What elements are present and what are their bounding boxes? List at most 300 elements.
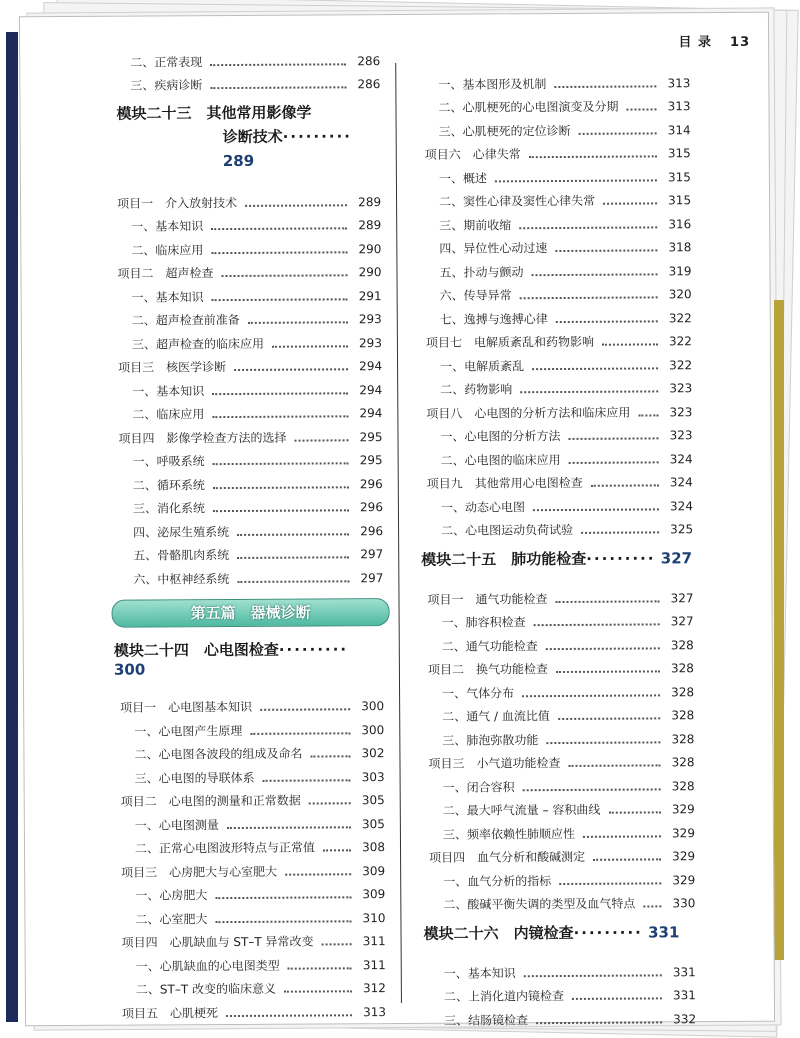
toc-entry-label: 二、ST–T 改变的临床意义 bbox=[135, 981, 277, 997]
toc-entry-label: 项目三 小气道功能检查 bbox=[428, 756, 561, 771]
toc-entry-label: 项目一 心电图基本知识 bbox=[120, 699, 253, 715]
toc-entry-label: 三、结肠镜检查 bbox=[444, 1012, 529, 1028]
toc-entry-label: 二、正常心电图波形特点与正常值 bbox=[134, 840, 316, 856]
toc-leader-dots bbox=[555, 249, 657, 252]
toc-entry-label: 二、窦性心律及窦性心律失常 bbox=[439, 193, 596, 209]
toc-page-number: 289 bbox=[358, 218, 382, 233]
toc-entry-label: 二、酸碱平衡失调的类型及血气特点 bbox=[443, 896, 636, 912]
toc-page-number: 329 bbox=[672, 872, 696, 887]
toc-leader-dots bbox=[529, 155, 657, 158]
toc-project-entry[interactable] bbox=[85, 855, 385, 880]
toc-leader-dots bbox=[520, 390, 658, 393]
toc-section-entry[interactable] bbox=[388, 67, 690, 92]
toc-leader-dots bbox=[323, 849, 351, 851]
toc-section-entry[interactable] bbox=[82, 374, 382, 399]
toc-leader-dots bbox=[226, 1014, 352, 1017]
running-header bbox=[678, 31, 750, 50]
toc-entry-label: 一、心房肥大 bbox=[135, 888, 208, 903]
toc-section-entry[interactable] bbox=[85, 902, 385, 927]
toc-page-number: 297 bbox=[360, 570, 384, 585]
toc-leader-dots bbox=[533, 508, 659, 511]
toc-leader-dots bbox=[237, 580, 349, 583]
toc-page-number: 323 bbox=[669, 428, 693, 443]
toc-page-number: 327 bbox=[670, 590, 694, 605]
toc-entry-label: 二、临床应用 bbox=[131, 242, 204, 258]
toc-section-entry[interactable] bbox=[389, 161, 691, 186]
toc-leader-dots bbox=[234, 368, 348, 371]
toc-entry-label: 一、心电图的分析方法 bbox=[440, 428, 561, 444]
toc-leader-dots bbox=[211, 227, 347, 230]
toc-entry-label: 一、基本知识 bbox=[131, 289, 204, 305]
toc-entry-label: 一、基本知识 bbox=[131, 219, 204, 234]
toc-leader-dots bbox=[559, 882, 661, 885]
toc-leader-dots bbox=[309, 802, 351, 804]
toc-project-entry[interactable] bbox=[86, 996, 386, 1021]
module-title: 模块二十四 心电图检查 bbox=[113, 640, 279, 660]
toc-entry-label: 一、心电图产生原理 bbox=[134, 723, 243, 739]
toc-page-number: 308 bbox=[362, 840, 386, 855]
toc-page-number: 293 bbox=[358, 335, 382, 350]
toc-page-number: 294 bbox=[359, 359, 383, 374]
toc-page-number: 329 bbox=[671, 802, 695, 817]
toc-section-entry[interactable] bbox=[393, 864, 695, 889]
toc-page-number: 331 bbox=[672, 964, 696, 979]
toc-entry-label: 二、心电图运动负荷试验 bbox=[441, 522, 574, 538]
toc-entry-label: 项目五 心肌梗死 bbox=[121, 1005, 219, 1021]
toc-page-number: 313 bbox=[667, 99, 691, 114]
toc-page-number: 313 bbox=[667, 75, 691, 90]
toc-section-entry[interactable] bbox=[83, 515, 383, 540]
module-leader-dots: ········· bbox=[282, 127, 353, 146]
toc-page-number: 300 bbox=[361, 722, 385, 737]
module-title-cont: 诊断技术 bbox=[222, 127, 283, 147]
toc-section-entry[interactable] bbox=[82, 398, 382, 423]
toc-page-number: 322 bbox=[669, 357, 693, 372]
toc-section-entry[interactable] bbox=[392, 700, 694, 725]
toc-page-number: 329 bbox=[671, 825, 695, 840]
toc-leader-dots bbox=[215, 920, 351, 923]
toc-page-number: 328 bbox=[671, 778, 695, 793]
toc-section-entry[interactable] bbox=[392, 606, 694, 631]
toc-leader-dots bbox=[532, 273, 658, 276]
toc-section-entry[interactable] bbox=[391, 490, 693, 515]
toc-entry-label: 二、通气 / 血流比值 bbox=[442, 709, 550, 724]
toc-entry-label: 项目六 心律失常 bbox=[424, 147, 521, 162]
toc-section-entry[interactable] bbox=[390, 349, 692, 374]
toc-page-number: 295 bbox=[359, 429, 383, 444]
toc-entry-label: 项目七 电解质紊乱和药物影响 bbox=[425, 334, 594, 350]
toc-section-entry[interactable] bbox=[86, 949, 386, 974]
toc-page-number: 297 bbox=[360, 547, 384, 562]
toc-page-number: 328 bbox=[671, 731, 695, 746]
toc-module-heading[interactable] bbox=[84, 638, 384, 679]
toc-leader-dots bbox=[210, 63, 346, 66]
toc-entry-label: 二、上消化道内镜检查 bbox=[443, 988, 564, 1004]
module-page-number: 327 bbox=[655, 549, 693, 568]
toc-page-number: 329 bbox=[672, 849, 696, 864]
toc-section-entry[interactable] bbox=[82, 280, 382, 305]
toc-leader-dots bbox=[322, 943, 352, 945]
toc-leader-dots bbox=[245, 204, 347, 207]
toc-leader-dots bbox=[495, 179, 657, 182]
toc-leader-dots bbox=[520, 296, 658, 299]
book-edge-right bbox=[774, 300, 784, 960]
toc-page-number: 311 bbox=[362, 934, 386, 949]
toc-leader-dots bbox=[222, 274, 348, 277]
toc-page-number: 290 bbox=[358, 265, 382, 280]
toc-project-entry[interactable] bbox=[391, 467, 693, 492]
toc-entry-label: 二、心肌梗死的心电图演变及分期 bbox=[438, 99, 619, 115]
header-page-number: 13 bbox=[729, 34, 751, 50]
toc-leader-dots bbox=[263, 779, 351, 782]
toc-entry-label: 项目二 换气功能检查 bbox=[427, 662, 548, 677]
toc-section-entry[interactable] bbox=[394, 956, 696, 981]
toc-leader-dots bbox=[546, 741, 660, 744]
toc-page-number: 323 bbox=[669, 381, 693, 396]
toc-leader-dots bbox=[556, 320, 658, 323]
toc-leader-dots bbox=[572, 997, 662, 1000]
toc-page-number: 290 bbox=[358, 241, 382, 256]
toc-entry-label: 一、基本知识 bbox=[132, 383, 205, 399]
toc-project-entry[interactable] bbox=[390, 326, 692, 351]
toc-page-number: 323 bbox=[669, 404, 693, 419]
toc-page-number: 309 bbox=[362, 863, 386, 878]
toc-section-entry[interactable] bbox=[389, 255, 691, 280]
toc-entry-label: 项目三 心房肥大与心室肥大 bbox=[121, 864, 278, 880]
toc-section-entry[interactable] bbox=[389, 185, 691, 210]
toc-project-entry[interactable] bbox=[392, 747, 694, 772]
toc-entry-label: 三、频率依赖性肺顺应性 bbox=[442, 826, 575, 842]
toc-section-entry[interactable] bbox=[393, 888, 695, 913]
toc-project-entry[interactable] bbox=[81, 186, 381, 211]
toc-leader-dots bbox=[627, 108, 657, 110]
toc-entry-label: 一、呼吸系统 bbox=[132, 454, 205, 469]
toc-leader-dots bbox=[532, 367, 658, 370]
toc-entry-label: 项目四 影像学检查方法的选择 bbox=[118, 430, 287, 446]
toc-project-entry[interactable] bbox=[85, 785, 385, 810]
toc-leader-dots bbox=[536, 1021, 662, 1024]
toc-leader-dots bbox=[608, 811, 660, 813]
toc-project-entry[interactable] bbox=[82, 421, 382, 446]
toc-section-entry[interactable] bbox=[82, 304, 382, 329]
toc-page-number: 294 bbox=[359, 406, 383, 421]
toc-leader-dots bbox=[554, 85, 656, 88]
toc-section-entry[interactable] bbox=[83, 492, 383, 517]
toc-page-number: 305 bbox=[361, 816, 385, 831]
toc-page-number: 313 bbox=[363, 1004, 387, 1019]
toc-page-number: 295 bbox=[359, 453, 383, 468]
toc-page-number: 315 bbox=[667, 146, 691, 161]
toc-entry-label: 项目二 超声检查 bbox=[117, 266, 214, 281]
toc-page-number: 291 bbox=[358, 288, 382, 303]
toc-page-number: 296 bbox=[359, 476, 383, 491]
toc-leader-dots bbox=[285, 873, 351, 875]
toc-leader-dots bbox=[643, 905, 661, 907]
toc-right-column bbox=[388, 67, 696, 1028]
toc-project-entry[interactable] bbox=[392, 653, 694, 678]
toc-entry-label: 二、心室肥大 bbox=[135, 911, 208, 927]
toc-page-number: 330 bbox=[672, 896, 696, 911]
toc-leader-dots bbox=[569, 437, 659, 440]
toc-page-number: 324 bbox=[669, 498, 693, 513]
toc-page-number: 331 bbox=[672, 988, 696, 1003]
toc-section-entry[interactable] bbox=[85, 879, 385, 904]
toc-project-entry[interactable] bbox=[81, 257, 381, 282]
toc-leader-dots bbox=[569, 461, 659, 464]
toc-project-entry[interactable] bbox=[85, 926, 385, 951]
toc-entry-label: 一、概述 bbox=[438, 170, 487, 186]
toc-entry-label: 项目九 其他常用心电图检查 bbox=[426, 475, 583, 491]
toc-leader-dots bbox=[227, 826, 351, 829]
toc-leader-dots bbox=[237, 556, 349, 559]
toc-page-number: 328 bbox=[671, 755, 695, 770]
toc-section-entry[interactable] bbox=[84, 714, 384, 739]
module-leader-dots: ········· bbox=[573, 923, 643, 942]
toc-left-column bbox=[80, 45, 386, 1021]
toc-leader-dots bbox=[534, 623, 660, 626]
toc-entry-label: 一、肺容积检查 bbox=[441, 615, 526, 630]
toc-section-entry[interactable] bbox=[390, 373, 692, 398]
toc-page-number: 303 bbox=[361, 769, 385, 784]
toc-module-heading[interactable] bbox=[393, 921, 695, 944]
toc-page-number: 328 bbox=[671, 684, 695, 699]
toc-page-number: 322 bbox=[668, 310, 692, 325]
toc-page-number: 314 bbox=[667, 122, 691, 137]
toc-entry-label: 一、气体分布 bbox=[442, 685, 515, 701]
toc-page-number: 328 bbox=[670, 661, 694, 676]
toc-project-entry[interactable] bbox=[390, 396, 692, 421]
toc-entry-label: 项目一 通气功能检查 bbox=[427, 591, 548, 607]
toc-entry-label: 二、通气功能检查 bbox=[441, 638, 538, 654]
module-title: 模块二十六 内镜检查 bbox=[423, 923, 574, 943]
toc-page-number: 325 bbox=[670, 522, 694, 537]
toc-leader-dots bbox=[593, 858, 661, 860]
toc-section-entry[interactable] bbox=[83, 562, 383, 587]
toc-leader-dots bbox=[212, 392, 348, 395]
toc-section-entry[interactable] bbox=[81, 233, 381, 258]
toc-leader-dots bbox=[213, 509, 349, 512]
toc-entry-label: 三、超声检查的临床应用 bbox=[131, 336, 264, 352]
module-page-number: 289 bbox=[222, 151, 255, 171]
toc-section-entry[interactable] bbox=[392, 676, 694, 701]
toc-page-number: 332 bbox=[673, 1011, 697, 1026]
toc-leader-dots bbox=[523, 788, 661, 791]
toc-leader-dots bbox=[638, 414, 658, 416]
toc-section-entry[interactable] bbox=[392, 629, 694, 654]
toc-section-entry[interactable] bbox=[394, 1003, 696, 1028]
toc-entry-label: 二、心电图各波段的组成及命名 bbox=[134, 746, 303, 762]
toc-entry-label: 三、心肌梗死的定位诊断 bbox=[438, 123, 571, 139]
toc-section-entry[interactable] bbox=[393, 817, 695, 842]
toc-leader-dots bbox=[556, 600, 660, 603]
toc-entry-label: 二、心电图的临床应用 bbox=[440, 452, 561, 468]
toc-entry-label: 二、最大呼气流量 – 容积曲线 bbox=[442, 802, 601, 818]
toc-section-entry[interactable] bbox=[80, 45, 380, 70]
toc-entry-label: 一、血气分析的指标 bbox=[443, 873, 552, 889]
toc-page-number: 312 bbox=[362, 981, 386, 996]
toc-entry-label: 二、药物影响 bbox=[440, 382, 513, 397]
toc-entry-label: 项目二 心电图的测量和正常数据 bbox=[120, 793, 301, 809]
toc-leader-dots bbox=[602, 343, 658, 345]
toc-leader-dots bbox=[295, 439, 349, 441]
toc-section-entry[interactable] bbox=[83, 445, 383, 470]
module-leader-dots: ········· bbox=[586, 549, 656, 568]
toc-section-entry[interactable] bbox=[390, 302, 692, 327]
toc-leader-dots bbox=[213, 462, 349, 465]
toc-entry-label: 二、超声检查前准备 bbox=[131, 312, 240, 328]
module-title-line2 bbox=[117, 124, 381, 174]
module-page-number: 300 bbox=[113, 660, 146, 679]
toc-section-entry[interactable] bbox=[80, 69, 380, 94]
toc-leader-dots bbox=[583, 835, 661, 837]
toc-leader-dots bbox=[524, 974, 662, 977]
toc-leader-dots bbox=[215, 896, 351, 899]
toc-entry-label: 三、肺泡弥散功能 bbox=[442, 732, 539, 748]
toc-section-entry[interactable] bbox=[85, 832, 385, 857]
toc-entry-label: 四、异位性心动过速 bbox=[439, 241, 548, 256]
toc-page-number: 318 bbox=[668, 240, 692, 255]
toc-entry-label: 项目八 心电图的分析方法和临床应用 bbox=[426, 405, 631, 421]
toc-page-number: 289 bbox=[358, 194, 382, 209]
toc-module-heading[interactable] bbox=[391, 547, 693, 570]
toc-section-entry[interactable] bbox=[393, 770, 695, 795]
toc-page-number: 294 bbox=[359, 382, 383, 397]
toc-leader-dots bbox=[581, 531, 659, 533]
toc-entry-label: 三、期前收缩 bbox=[439, 217, 512, 233]
toc-page-number: 300 bbox=[361, 699, 385, 714]
toc-page-number: 302 bbox=[361, 746, 385, 761]
toc-leader-dots bbox=[288, 967, 352, 969]
toc-page-number: 310 bbox=[362, 910, 386, 925]
toc-leader-dots bbox=[250, 732, 350, 735]
toc-leader-dots bbox=[284, 990, 352, 992]
toc-page-number: 309 bbox=[362, 887, 386, 902]
toc-section-entry[interactable] bbox=[389, 208, 691, 233]
toc-leader-dots bbox=[556, 670, 660, 673]
toc-section-entry[interactable] bbox=[391, 514, 693, 539]
toc-leader-dots bbox=[212, 415, 348, 418]
toc-section-entry[interactable] bbox=[86, 973, 386, 998]
toc-section-entry[interactable] bbox=[84, 761, 384, 786]
toc-leader-dots bbox=[579, 132, 657, 134]
toc-page-number: 319 bbox=[668, 263, 692, 278]
toc-entry-label: 一、电解质紊乱 bbox=[440, 358, 525, 374]
toc-page bbox=[19, 12, 775, 1027]
toc-section-entry[interactable] bbox=[82, 327, 382, 352]
toc-leader-dots bbox=[260, 708, 350, 711]
toc-page-number: 324 bbox=[669, 475, 693, 490]
toc-project-entry[interactable] bbox=[82, 351, 382, 376]
toc-page-number: 305 bbox=[361, 793, 385, 808]
toc-section-entry[interactable] bbox=[388, 91, 690, 116]
toc-leader-dots bbox=[212, 298, 348, 301]
toc-page-number: 328 bbox=[670, 637, 694, 652]
toc-entry-label: 一、基本知识 bbox=[443, 965, 516, 981]
toc-entry-label: 项目一 介入放射技术 bbox=[117, 195, 238, 211]
toc-entry-label: 七、逸搏与逸搏心律 bbox=[439, 311, 548, 327]
toc-entry-label: 二、临床应用 bbox=[132, 407, 205, 422]
toc-entry-label: 三、心电图的导联体系 bbox=[134, 770, 255, 786]
toc-leader-dots bbox=[237, 533, 349, 536]
toc-leader-dots bbox=[213, 486, 349, 489]
toc-page-number: 324 bbox=[669, 451, 693, 466]
toc-leader-dots bbox=[519, 226, 657, 229]
toc-section-entry[interactable] bbox=[390, 279, 692, 304]
toc-leader-dots bbox=[558, 717, 660, 720]
toc-section-entry[interactable] bbox=[81, 210, 381, 235]
toc-entry-label: 五、骨骼肌肉系统 bbox=[133, 548, 230, 563]
toc-entry-label: 一、心肌缺血的心电图类型 bbox=[135, 958, 280, 974]
toc-entry-label: 六、中枢神经系统 bbox=[133, 571, 230, 587]
toc-page-number: 286 bbox=[357, 77, 381, 92]
toc-entry-label: 三、疾病诊断 bbox=[130, 78, 203, 93]
module-title: 模块二十五 肺功能检查 bbox=[421, 549, 587, 569]
toc-entry-label: 五、扑动与颤动 bbox=[439, 264, 524, 280]
toc-entry-label: 二、正常表现 bbox=[130, 54, 203, 70]
toc-leader-dots bbox=[591, 484, 659, 486]
toc-leader-dots bbox=[210, 86, 346, 89]
toc-section-entry[interactable] bbox=[393, 794, 695, 819]
toc-section-entry[interactable] bbox=[390, 420, 692, 445]
toc-page-number: 320 bbox=[668, 287, 692, 302]
toc-entry-label: 项目三 核医学诊断 bbox=[118, 360, 227, 375]
header-section-title: 目 录 bbox=[678, 35, 713, 51]
toc-section-entry[interactable] bbox=[84, 738, 384, 763]
toc-page-number: 311 bbox=[362, 957, 386, 972]
toc-page-number: 296 bbox=[360, 523, 384, 538]
toc-leader-dots bbox=[310, 755, 350, 757]
toc-leader-dots bbox=[522, 694, 660, 697]
toc-page-number: 328 bbox=[671, 708, 695, 723]
toc-entry-label: 项目四 心肌缺血与 ST–T 异常改变 bbox=[121, 934, 314, 950]
toc-section-entry[interactable] bbox=[389, 114, 691, 139]
toc-page-number: 315 bbox=[668, 193, 692, 208]
toc-project-entry[interactable] bbox=[389, 138, 691, 163]
toc-entry-label: 一、闭合容积 bbox=[442, 779, 515, 795]
toc-project-entry[interactable] bbox=[391, 582, 693, 607]
toc-leader-dots bbox=[569, 764, 661, 767]
toc-entry-label: 四、泌尿生殖系统 bbox=[133, 524, 230, 540]
toc-page-number: 322 bbox=[668, 334, 692, 349]
toc-section-entry[interactable] bbox=[85, 808, 385, 833]
toc-entry-label: 三、消化系统 bbox=[132, 501, 205, 516]
toc-page-number: 286 bbox=[357, 53, 381, 68]
toc-section-entry[interactable] bbox=[394, 980, 696, 1005]
toc-section-entry[interactable] bbox=[391, 443, 693, 468]
toc-section-entry[interactable] bbox=[83, 468, 383, 493]
toc-entry-label: 项目四 血气分析和酸碱测定 bbox=[429, 849, 586, 865]
toc-page-number: 327 bbox=[670, 614, 694, 629]
toc-leader-dots bbox=[546, 647, 660, 650]
module-page-number: 331 bbox=[642, 923, 680, 942]
toc-leader-dots bbox=[272, 345, 348, 347]
toc-page-number: 293 bbox=[358, 312, 382, 327]
toc-project-entry[interactable] bbox=[84, 691, 384, 716]
toc-module-heading[interactable] bbox=[80, 100, 380, 174]
toc-leader-dots bbox=[603, 202, 657, 204]
book-spine-left bbox=[6, 32, 18, 1022]
toc-page-number: 316 bbox=[668, 216, 692, 231]
toc-entry-label: 一、心电图测量 bbox=[134, 817, 219, 833]
toc-section-entry[interactable] bbox=[392, 723, 694, 748]
toc-entry-label: 二、循环系统 bbox=[132, 477, 205, 493]
toc-section-entry[interactable] bbox=[83, 539, 383, 564]
toc-leader-dots bbox=[211, 251, 347, 254]
toc-project-entry[interactable] bbox=[393, 841, 695, 866]
toc-entry-label: 一、基本图形及机制 bbox=[438, 76, 547, 92]
module-title-line1: 模块二十三 其他常用影像学 bbox=[116, 103, 312, 123]
toc-section-entry[interactable] bbox=[389, 232, 691, 257]
